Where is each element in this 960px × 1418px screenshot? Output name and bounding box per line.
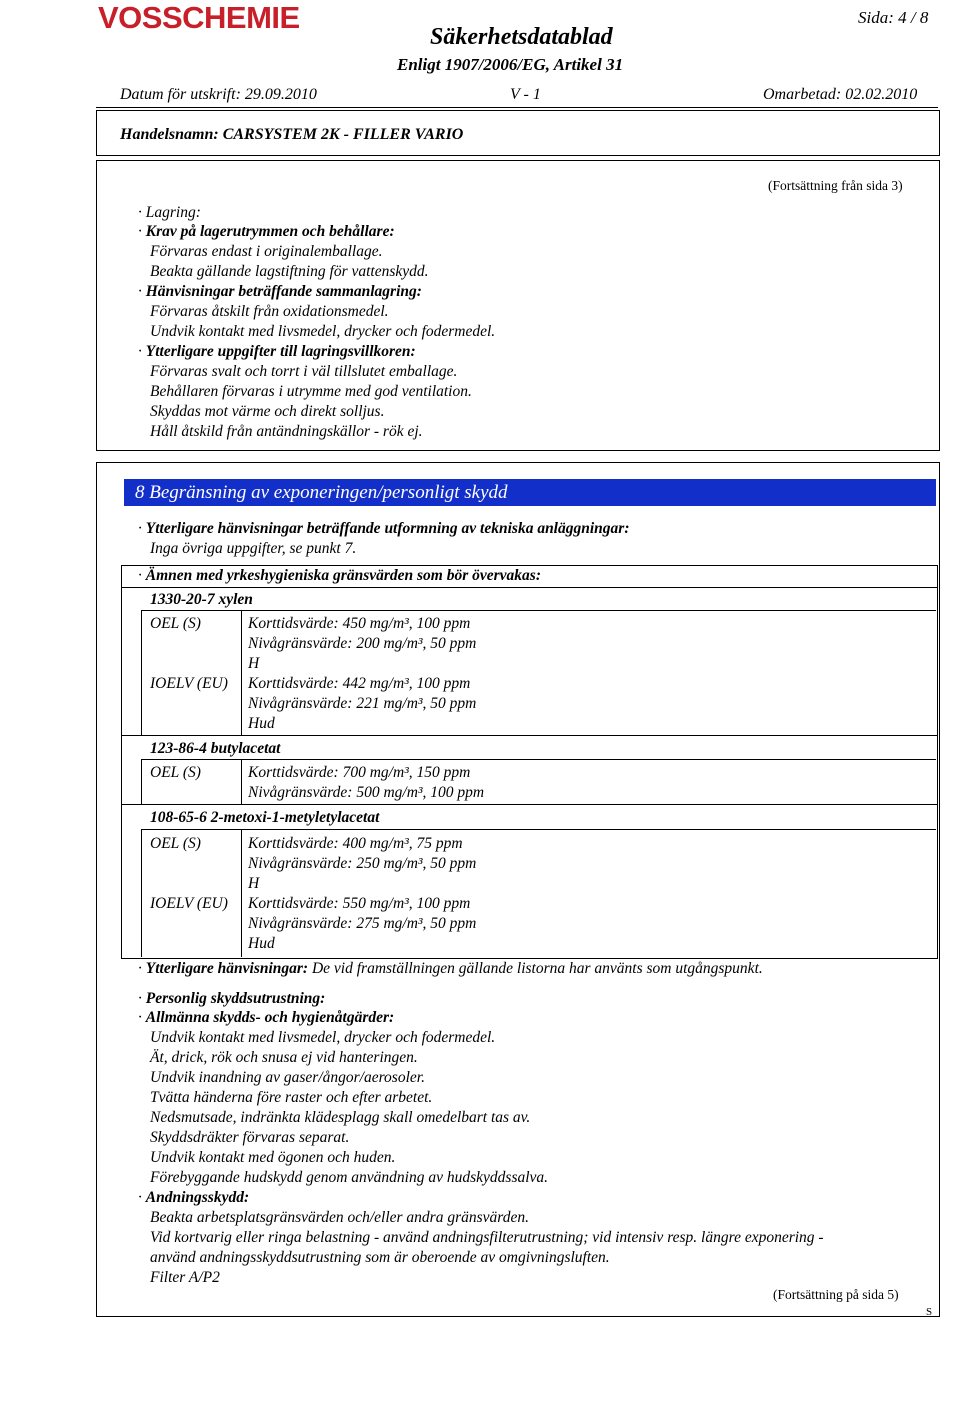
hygiene-line: Ät, drick, rök och snusa ej vid hanteringen. [150,1049,418,1066]
storage-subheading: · Ytterligare uppgifter till lagringsvillkoren: [138,344,416,360]
table-divider [141,610,142,735]
section-title: 8 Begränsning av exponeringen/personligt skydd [135,482,508,503]
storage-line: Förvaras endast i originalemballage. [150,243,383,260]
limit-type: OEL (S) [150,835,201,852]
continued-from: (Fortsättning från sida 3) [768,178,903,193]
limit-value: Korttidsvärde: 700 mg/m³, 150 ppm [248,764,471,781]
storage-subheading: · Hänvisningar beträffande sammanlagring: [138,284,422,300]
table-divider [141,829,142,957]
limit-type: IOELV (EU) [150,675,228,692]
continued-to: (Fortsättning på sida 5) [773,1287,899,1302]
storage-subheading: · Krav på lagerutrymmen och behållare: [138,224,395,240]
limit-value: Nivågränsvärde: 250 mg/m³, 50 ppm [248,855,477,872]
document-title: Säkerhetsdatablad [430,24,613,50]
table-divider [121,587,938,588]
limit-value: H [248,875,260,892]
limit-value: H [248,655,260,672]
tech-heading: · Ytterligare hänvisningar beträffande utformning av tekniska anläggningar: [138,521,629,537]
trade-name: Handelsnamn: CARSYSTEM 2K - FILLER VARIO [120,126,464,143]
table-divider [141,610,936,611]
further-notes [138,961,763,977]
footer-mark: S [926,1306,933,1318]
revised-date: Omarbetad: 02.02.2010 [763,86,918,103]
table-divider [121,735,938,736]
further-text: De vid framställningen gällande listorna har använts som utgångspunkt. [311,960,763,977]
hygiene-line: Skyddsdräkter förvaras separat. [150,1129,350,1146]
hygiene-line: Undvik kontakt med ögonen och huden. [150,1149,396,1166]
storage-line: Beakta gällande lagstiftning för vattenskydd. [150,263,429,280]
storage-line: Förvaras åtskilt från oxidationsmedel. [150,303,389,320]
limit-value: Korttidsvärde: 400 mg/m³, 75 ppm [248,835,463,852]
storage-line: Undvik kontakt med livsmedel, drycker och fodermedel. [150,323,496,340]
limit-value: Nivågränsvärde: 200 mg/m³, 50 ppm [248,635,477,652]
table-divider [121,804,938,805]
table-divider [241,759,242,804]
table-divider [141,829,936,830]
storage-line: Skyddas mot värme och direkt solljus. [150,403,385,420]
limit-type: IOELV (EU) [150,895,228,912]
respiratory-line: Vid kortvarig eller ringa belastning - använd andningsfilterutrustning; vid intensiv resp. längre exponering - [150,1229,824,1246]
further-label: · Ytterligare hänvisningar: [138,960,308,977]
hygiene-line: Nedsmutsade, indränkta klädesplagg skall omedelbart tas av. [150,1109,531,1126]
respiratory-heading: · Andningsskydd: [138,1190,249,1206]
substance-name: 123-86-4 butylacetat [150,740,281,757]
table-divider [241,610,242,735]
hygiene-heading: · Allmänna skydds- och hygienåtgärder: [138,1010,394,1026]
limit-type: OEL (S) [150,764,201,781]
tech-text: Inga övriga uppgifter, se punkt 7. [150,540,357,557]
hygiene-line: Undvik inandning av gaser/ångor/aerosoler. [150,1069,425,1086]
limit-value: Nivågränsvärde: 221 mg/m³, 50 ppm [248,695,477,712]
limit-value: Nivågränsvärde: 500 mg/m³, 100 ppm [248,784,485,801]
header-divider [96,107,938,108]
hygiene-line: Tvätta händerna före raster och efter arbetet. [150,1089,433,1106]
limit-type: OEL (S) [150,615,201,632]
respiratory-line: Beakta arbetsplatsgränsvärden och/eller andra gränsvärden. [150,1209,529,1226]
storage-line: Behållaren förvaras i utrymme med god ventilation. [150,383,472,400]
hygiene-line: Undvik kontakt med livsmedel, drycker och fodermedel. [150,1029,496,1046]
page-number: Sida: 4 / 8 [858,8,929,27]
respiratory-line: Filter A/P2 [150,1269,220,1286]
document-subtitle: Enligt 1907/2006/EG, Artikel 31 [397,55,624,74]
version: V - 1 [510,86,541,103]
limit-value: Hud [248,935,275,952]
limit-value: Korttidsvärde: 550 mg/m³, 100 ppm [248,895,471,912]
table-divider [241,829,242,957]
limit-value: Korttidsvärde: 442 mg/m³, 100 ppm [248,675,471,692]
limit-value: Hud [248,715,275,732]
brand-logo: VOSSCHEMIE [98,0,300,35]
substance-name: 108-65-6 2-metoxi-1-metyletylacetat [150,809,380,826]
storage-line: Förvaras svalt och torrt i väl tillslutet emballage. [150,363,458,380]
table-divider [141,759,936,760]
table-divider [141,759,142,804]
storage-line: Håll åtskild från antändningskällor - rök ej. [150,423,423,440]
exposure-limits-table [121,565,938,959]
respiratory-line: använd andningsskyddsutrustning som är oberoende av omgivningsluften. [150,1249,610,1266]
storage-heading: · Lagring: [138,205,201,221]
substance-name: 1330-20-7 xylen [150,591,253,608]
ppe-heading: · Personlig skyddsutrustning: [138,991,325,1007]
limit-value: Korttidsvärde: 450 mg/m³, 100 ppm [248,615,471,632]
limits-heading: · Ämnen med yrkeshygieniska gränsvärden som bör övervakas: [138,568,541,584]
hygiene-line: Förebyggande hudskydd genom användning av hudskyddssalva. [150,1169,549,1186]
print-date: Datum för utskrift: 29.09.2010 [120,86,317,103]
limit-value: Nivågränsvärde: 275 mg/m³, 50 ppm [248,915,477,932]
